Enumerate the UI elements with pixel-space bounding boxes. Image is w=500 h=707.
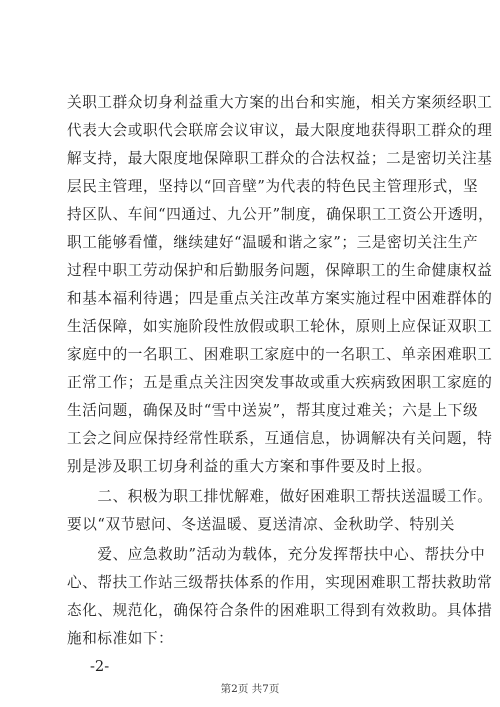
page-footer: 第2页 共7页: [220, 683, 280, 695]
body-text-line: 生活保障，如实施阶段性放假或职工轮休，原则上应保证双职工: [67, 318, 493, 335]
body-text-line: 层民主管理，坚持以“回音壁”为代表的特色民主管理形式，坚: [67, 178, 479, 195]
body-text-line: 别是涉及职工切身利益的重大方案和事件要及时上报。: [67, 458, 432, 475]
body-text-line: 持区队、车间“四通过、九公开”制度，确保职工工资公开透明，: [67, 206, 494, 223]
body-text-line: 爱、应急救助”活动为载体，充分发挥帮扶中心、帮扶分中: [67, 546, 486, 563]
body-text-line: 正常工作；五是重点关注因突发事故或重大疾病致困职工家庭的: [67, 374, 493, 391]
page-marker: -2-: [90, 658, 110, 675]
body-text-line: 和基本福利待遇；四是重点关注改革方案实施过程中困难群体的: [67, 290, 493, 307]
section-heading-line: 二、积极为职工排忧解难，做好困难职工帮扶送温暖工作。: [67, 488, 493, 505]
body-text-line: 代表大会或职代会联席会议审议，最大限度地获得职工群众的理: [67, 122, 493, 139]
body-text-line: 生活问题，确保及时“雪中送炭”，帮其度过难关；六是上下级: [67, 402, 479, 419]
body-text-line: 职工能够看懂，继续建好“温暖和谐之家”；三是密切关注生产: [67, 234, 479, 251]
body-text-line: 态化、规范化，确保符合条件的困难职工得到有效救助。具体措: [67, 602, 493, 619]
body-text-line: 工会之间应保持经常性联系，互通信息，协调解决有关问题，特: [67, 430, 493, 447]
body-text-line: 施和标准如下：: [67, 630, 174, 647]
body-text-line: 解支持，最大限度地保障职工群众的合法权益；二是密切关注基: [67, 150, 493, 167]
body-text-line: 心、帮扶工作站三级帮扶体系的作用，实现困难职工帮扶救助常: [67, 574, 493, 591]
body-text-line: 过程中职工劳动保护和后勤服务问题，保障职工的生命健康权益: [67, 262, 493, 279]
body-text-line: 要以“双节慰问、冬送温暖、夏送清凉、金秋助学、特别关: [67, 516, 455, 533]
body-text-line: 关职工群众切身利益重大方案的出台和实施，相关方案须经职工: [67, 94, 493, 111]
body-text-line: 家庭中的一名职工、困难职工家庭中的一名职工、单亲困难职工: [67, 346, 493, 363]
